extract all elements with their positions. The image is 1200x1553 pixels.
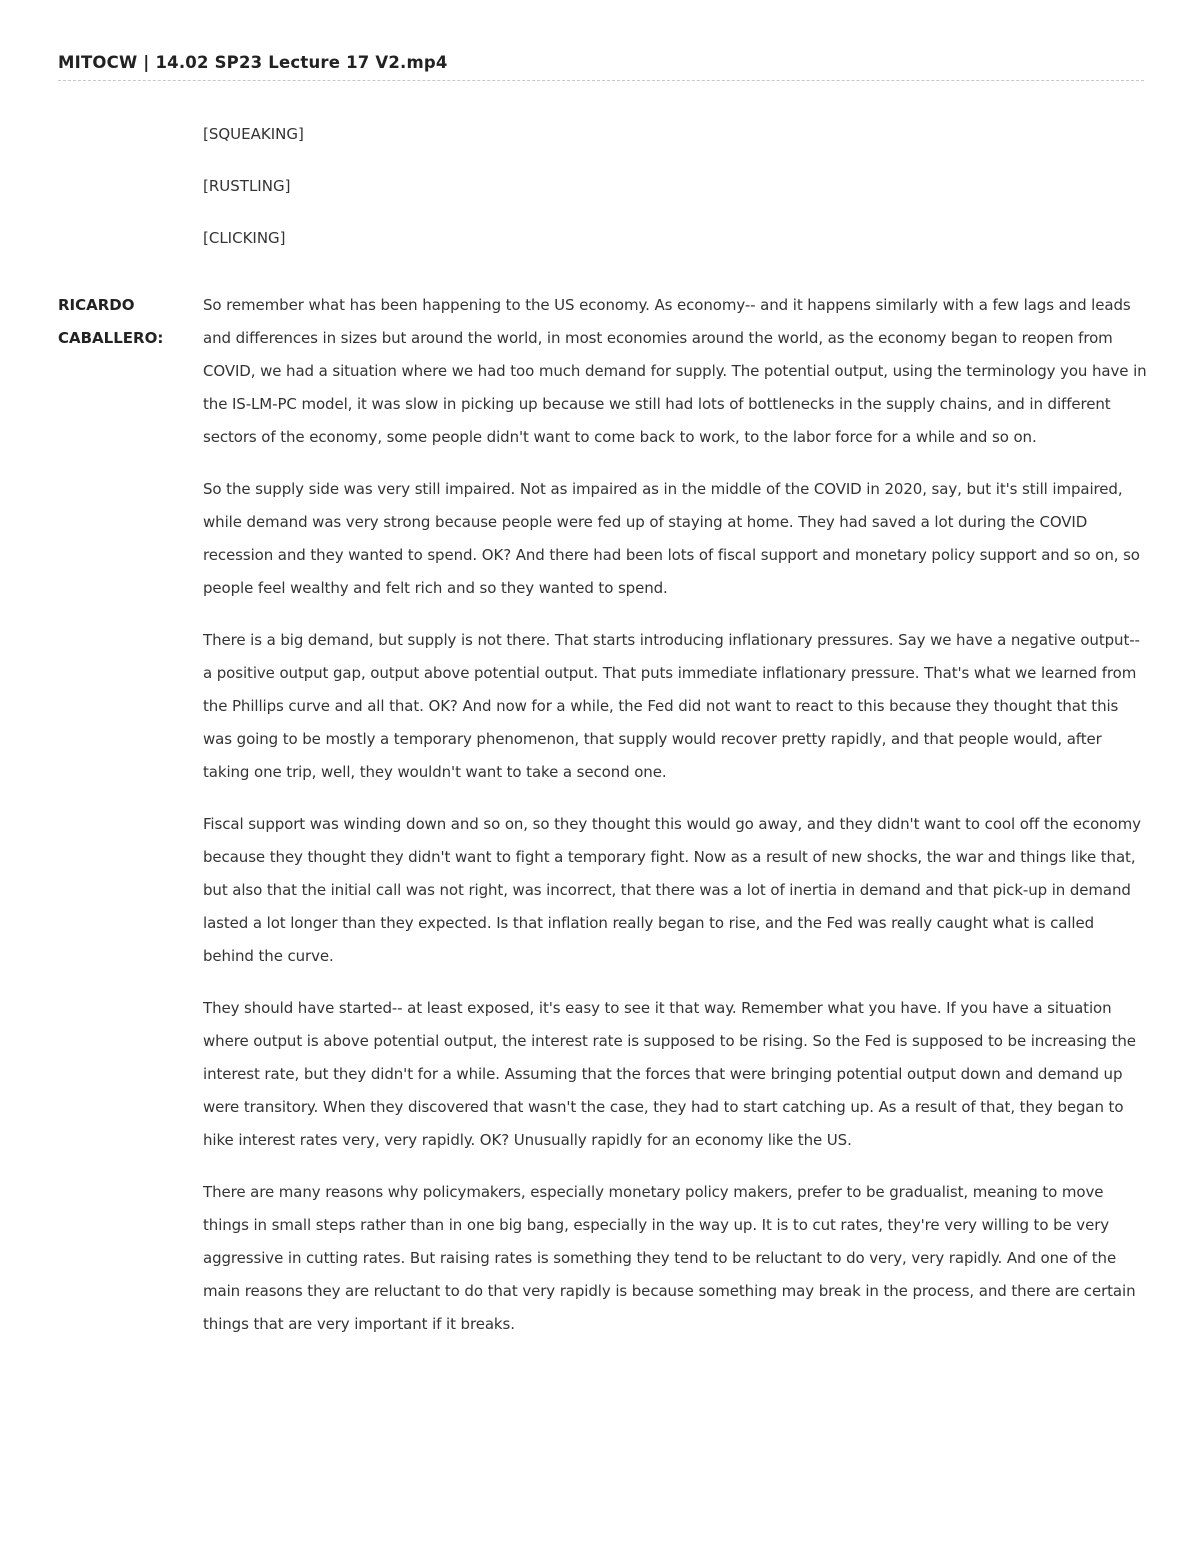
paragraph: They should have started-- at least exposed, it's easy to see it that way. Remember what you have. If you have a situation where output is above potential output, the interest rate is supposed to be rising. So the Fed is supposed to be increasing the interest rate, but they didn't for a while. Assuming that the forces that were bringing potential output down and demand up were transitory. When they discovered that wasn't the case, they had to start catching up. As a result of that, they began to hike interest rates very, very rapidly. OK? Unusually rapidly for an economy like the US. (203, 999, 1136, 1149)
paragraph: Fiscal support was winding down and so on, so they thought this would go away, and they didn't want to cool off the economy because they thought they didn't want to fight a temporary fight. Now as a result of new shocks, the war and things like that, but also that the initial call was not right, was incorrect, that there was a lot of inertia in demand and that pick-up in demand lasted a lot longer than they expected. Is that inflation really began to rise, and the Fed was really caught what is called behind the curve. (203, 815, 1141, 965)
sound-cue-squeaking: [SQUEAKING] (203, 125, 304, 143)
sound-cue-rustling: [RUSTLING] (203, 177, 291, 195)
speaker-name (58, 289, 188, 355)
paragraph: There is a big demand, but supply is not there. That starts introducing inflationary pressures. Say we have a negative output-- a positive output gap, output above potential output. That puts immediate inflationary pressure. That's what we learned from the Phillips curve and all that. OK? And now for a while, the Fed did not want to react to this because they thought that this was going to be mostly a temporary phenomenon, that supply would recover pretty rapidly, and that people would, after taking one trip, well, they wouldn't want to take a second one. (203, 631, 1140, 781)
speaker-name-last: CABALLERO: (58, 329, 164, 347)
sound-cue-clicking: [CLICKING] (203, 229, 286, 247)
transcript (58, 118, 1148, 1360)
speech (203, 289, 1148, 1341)
paragraph: So remember what has been happening to the US economy. As economy-- and it happens similarly with a few lags and leads and differences in sizes but around the world, in most economies around the world, as the economy began to reopen from COVID, we had a situation where we had too much demand for supply. The potential output, using the terminology you have in the IS-LM-PC model, it was slow in picking up because we still had lots of bottlenecks in the supply chains, and in different sectors of the economy, some people didn't want to come back to work, to the labor force for a while and so on. (203, 296, 1147, 446)
header-divider (58, 80, 1144, 81)
paragraph: So the supply side was very still impaired. Not as impaired as in the middle of the COVID in 2020, say, but it's still impaired, while demand was very strong because people were fed up of staying at home. They had saved a lot during the COVID recession and they wanted to spend. OK? And there had been lots of fiscal support and monetary policy support and so on, so people feel wealthy and felt rich and so they wanted to spend. (203, 480, 1140, 597)
paragraph: There are many reasons why policymakers, especially monetary policy makers, prefer to be gradualist, meaning to move things in small steps rather than in one big bang, especially in the way up. It is to cut rates, they're very willing to be very aggressive in cutting rates. But raising rates is something they tend to be reluctant to do very, very rapidly. And one of the main reasons they are reluctant to do that very rapidly is because something may break in the process, and there are certain things that are very important if it breaks. (203, 1183, 1136, 1333)
page-title: MITOCW | 14.02 SP23 Lecture 17 V2.mp4 (58, 53, 448, 72)
speaker-block (58, 289, 1148, 1341)
speaker-name-first: RICARDO (58, 296, 135, 314)
